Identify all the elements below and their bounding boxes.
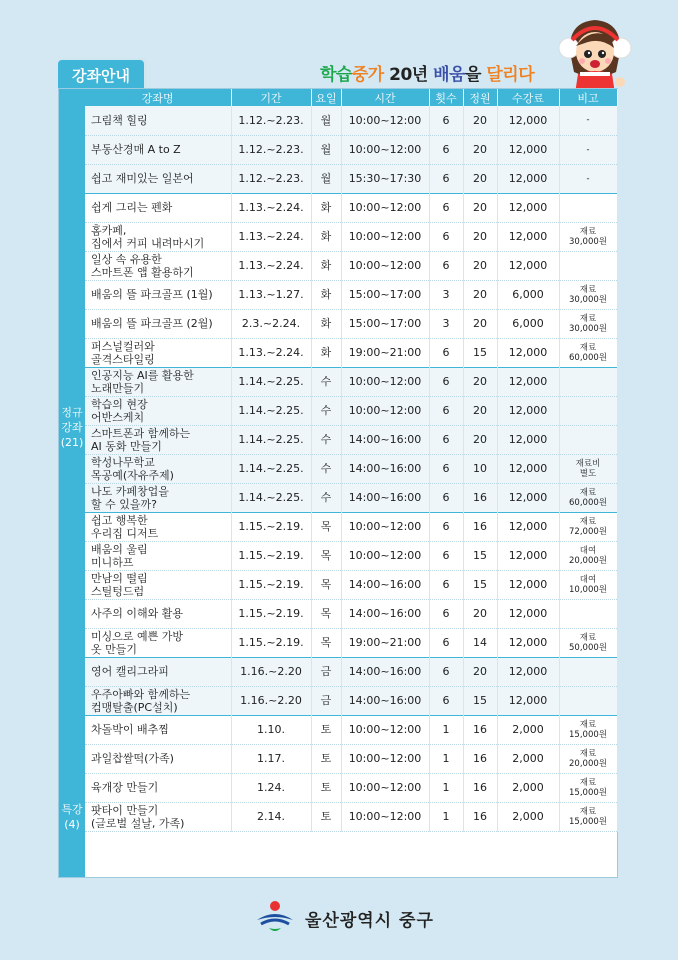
- cell-note: 대여 20,000원: [559, 541, 617, 570]
- cell-time: 10:00~12:00: [341, 367, 429, 396]
- cell-day: 금: [311, 657, 341, 686]
- header-count: 횟수: [429, 89, 463, 106]
- cell-day: 수: [311, 425, 341, 454]
- cell-fee: 2,000: [497, 773, 559, 802]
- course-table: [85, 89, 618, 832]
- cell-period: 1.15.~2.19.: [231, 599, 311, 628]
- cell-note: 재료 15,000원: [559, 802, 617, 831]
- cell-capacity: 20: [463, 251, 497, 280]
- cell-day: 목: [311, 541, 341, 570]
- cell-day: 수: [311, 483, 341, 512]
- cell-day: 월: [311, 106, 341, 135]
- cell-fee: 12,000: [497, 164, 559, 193]
- cell-count: 6: [429, 628, 463, 657]
- cell-name: 일상 속 유용한 스마트폰 앱 활용하기: [85, 251, 231, 280]
- cell-period: 1.17.: [231, 744, 311, 773]
- cell-fee: 12,000: [497, 657, 559, 686]
- cell-name: 차돌박이 배추찜: [85, 715, 231, 744]
- cell-fee: 12,000: [497, 425, 559, 454]
- cell-note: 재료 60,000원: [559, 338, 617, 367]
- cell-count: 6: [429, 367, 463, 396]
- cell-note: 재료 15,000원: [559, 715, 617, 744]
- cell-day: 토: [311, 773, 341, 802]
- table-row: [85, 715, 617, 744]
- cell-time: 15:00~17:00: [341, 280, 429, 309]
- cell-capacity: 16: [463, 744, 497, 773]
- cell-period: 1.14.~2.25.: [231, 396, 311, 425]
- cell-capacity: 15: [463, 686, 497, 715]
- cell-capacity: 16: [463, 715, 497, 744]
- cell-name: 학성나무학교 목공예(자유주제): [85, 454, 231, 483]
- cell-period: 1.16.~2.20: [231, 686, 311, 715]
- section-label-regular: 정규 강좌 (21): [60, 406, 84, 449]
- table-row: [85, 773, 617, 802]
- cell-day: 수: [311, 367, 341, 396]
- cell-time: 14:00~16:00: [341, 570, 429, 599]
- cell-name: 부동산경매 A to Z: [85, 135, 231, 164]
- table-row: [85, 657, 617, 686]
- cell-note: [559, 193, 617, 222]
- cell-capacity: 20: [463, 135, 497, 164]
- cell-note: -: [559, 164, 617, 193]
- cell-period: 1.15.~2.19.: [231, 628, 311, 657]
- cell-note: -: [559, 106, 617, 135]
- cell-day: 목: [311, 570, 341, 599]
- cell-name: 쉽고 재미있는 일본어: [85, 164, 231, 193]
- cell-note: -: [559, 135, 617, 164]
- cell-time: 15:00~17:00: [341, 309, 429, 338]
- cell-count: 6: [429, 193, 463, 222]
- table-row: [85, 338, 617, 367]
- mascot-girl-icon: [558, 12, 632, 100]
- cell-fee: 6,000: [497, 309, 559, 338]
- cell-period: 1.14.~2.25.: [231, 454, 311, 483]
- cell-capacity: 20: [463, 193, 497, 222]
- cell-time: 10:00~12:00: [341, 802, 429, 831]
- table-row: [85, 744, 617, 773]
- cell-count: 6: [429, 396, 463, 425]
- cell-count: 6: [429, 454, 463, 483]
- cell-time: 15:30~17:30: [341, 164, 429, 193]
- table-row: [85, 367, 617, 396]
- cell-time: 10:00~12:00: [341, 193, 429, 222]
- cell-name: 홈카페, 집에서 커피 내려마시기: [85, 222, 231, 251]
- cell-period: 2.14.: [231, 802, 311, 831]
- table-row: [85, 628, 617, 657]
- cell-count: 1: [429, 773, 463, 802]
- cell-name: 미싱으로 예쁜 가방 옷 만들기: [85, 628, 231, 657]
- cell-period: 1.24.: [231, 773, 311, 802]
- cell-name: 그림책 힐링: [85, 106, 231, 135]
- slogan: 학습중가 20년 배움을 달리다: [320, 65, 535, 85]
- section-tab-course-guide: 강좌안내: [58, 60, 144, 90]
- cell-fee: 2,000: [497, 715, 559, 744]
- table-row: [85, 106, 617, 135]
- cell-capacity: 20: [463, 222, 497, 251]
- cell-count: 6: [429, 541, 463, 570]
- cell-capacity: 16: [463, 773, 497, 802]
- cell-note: 대여 10,000원: [559, 570, 617, 599]
- cell-note: [559, 251, 617, 280]
- cell-time: 10:00~12:00: [341, 222, 429, 251]
- cell-capacity: 20: [463, 280, 497, 309]
- cell-note: [559, 599, 617, 628]
- cell-count: 6: [429, 599, 463, 628]
- cell-count: 6: [429, 106, 463, 135]
- table-row: [85, 135, 617, 164]
- cell-period: 1.12.~2.23.: [231, 135, 311, 164]
- cell-period: 1.13.~2.24.: [231, 193, 311, 222]
- cell-capacity: 20: [463, 367, 497, 396]
- cell-day: 화: [311, 338, 341, 367]
- cell-capacity: 20: [463, 309, 497, 338]
- cell-note: [559, 657, 617, 686]
- cell-fee: 12,000: [497, 483, 559, 512]
- cell-period: 2.3.~2.24.: [231, 309, 311, 338]
- cell-count: 6: [429, 135, 463, 164]
- footer-org-name: 울산광역시 중구: [305, 911, 434, 931]
- cell-day: 토: [311, 715, 341, 744]
- cell-name: 배움의 뜰 파크골프 (1월): [85, 280, 231, 309]
- cell-count: 6: [429, 686, 463, 715]
- cell-capacity: 16: [463, 512, 497, 541]
- cell-note: 재료 50,000원: [559, 628, 617, 657]
- cell-count: 3: [429, 280, 463, 309]
- cell-fee: 12,000: [497, 686, 559, 715]
- table-row: [85, 541, 617, 570]
- cell-name: 배움의 뜰 파크골프 (2월): [85, 309, 231, 338]
- cell-time: 14:00~16:00: [341, 599, 429, 628]
- cell-time: 10:00~12:00: [341, 396, 429, 425]
- cell-fee: 12,000: [497, 628, 559, 657]
- cell-fee: 12,000: [497, 454, 559, 483]
- cell-name: 과일찹쌀떡(가족): [85, 744, 231, 773]
- cell-time: 10:00~12:00: [341, 251, 429, 280]
- table-row: [85, 309, 617, 338]
- table-row: [85, 193, 617, 222]
- cell-period: 1.16.~2.20: [231, 657, 311, 686]
- cell-name: 인공지능 AI를 활용한 노래만들기: [85, 367, 231, 396]
- table-row: [85, 251, 617, 280]
- cell-capacity: 15: [463, 541, 497, 570]
- cell-name: 팟타이 만들기 (글로벌 설날, 가족): [85, 802, 231, 831]
- header-day: 요일: [311, 89, 341, 106]
- section-sidebar: [59, 89, 85, 877]
- cell-count: 6: [429, 570, 463, 599]
- cell-fee: 12,000: [497, 570, 559, 599]
- cell-count: 1: [429, 715, 463, 744]
- cell-fee: 12,000: [497, 541, 559, 570]
- cell-count: 6: [429, 251, 463, 280]
- cell-time: 10:00~12:00: [341, 715, 429, 744]
- cell-day: 수: [311, 396, 341, 425]
- course-table-card: [58, 88, 618, 878]
- cell-capacity: 15: [463, 338, 497, 367]
- cell-capacity: 16: [463, 802, 497, 831]
- header-time: 시간: [341, 89, 429, 106]
- cell-fee: 12,000: [497, 135, 559, 164]
- cell-day: 월: [311, 135, 341, 164]
- cell-fee: 12,000: [497, 251, 559, 280]
- cell-note: 재료비 별도: [559, 454, 617, 483]
- cell-note: 재료 30,000원: [559, 309, 617, 338]
- cell-time: 19:00~21:00: [341, 338, 429, 367]
- cell-fee: 12,000: [497, 512, 559, 541]
- cell-count: 6: [429, 164, 463, 193]
- table-row: [85, 570, 617, 599]
- cell-time: 10:00~12:00: [341, 106, 429, 135]
- cell-period: 1.15.~2.19.: [231, 570, 311, 599]
- table-row: [85, 396, 617, 425]
- cell-day: 목: [311, 628, 341, 657]
- cell-name: 배움의 울림 미니하프: [85, 541, 231, 570]
- table-row: [85, 454, 617, 483]
- cell-note: 재료 15,000원: [559, 773, 617, 802]
- cell-capacity: 20: [463, 657, 497, 686]
- cell-period: 1.12.~2.23.: [231, 106, 311, 135]
- cell-fee: 12,000: [497, 222, 559, 251]
- cell-day: 목: [311, 599, 341, 628]
- cell-capacity: 20: [463, 425, 497, 454]
- header-course-name: 강좌명: [85, 89, 231, 106]
- cell-period: 1.14.~2.25.: [231, 367, 311, 396]
- cell-time: 10:00~12:00: [341, 773, 429, 802]
- section-label-special: 특강 (4): [61, 803, 83, 831]
- cell-period: 1.15.~2.19.: [231, 512, 311, 541]
- cell-day: 화: [311, 251, 341, 280]
- cell-name: 쉽게 그리는 펜화: [85, 193, 231, 222]
- cell-name: 만남의 떨림 스틸텅드럼: [85, 570, 231, 599]
- cell-time: 14:00~16:00: [341, 657, 429, 686]
- cell-count: 6: [429, 338, 463, 367]
- header-capacity: 정원: [463, 89, 497, 106]
- cell-capacity: 14: [463, 628, 497, 657]
- cell-time: 14:00~16:00: [341, 686, 429, 715]
- cell-time: 10:00~12:00: [341, 541, 429, 570]
- cell-count: 1: [429, 744, 463, 773]
- cell-count: 6: [429, 425, 463, 454]
- table-row: [85, 222, 617, 251]
- cell-period: 1.15.~2.19.: [231, 541, 311, 570]
- cell-name: 스마트폰과 함께하는 AI 동화 만들기: [85, 425, 231, 454]
- cell-name: 퍼스널컬러와 골격스타일링: [85, 338, 231, 367]
- cell-fee: 2,000: [497, 802, 559, 831]
- cell-fee: 12,000: [497, 599, 559, 628]
- cell-name: 우주아빠와 함께하는 컴맹탈출(PC설치): [85, 686, 231, 715]
- cell-fee: 6,000: [497, 280, 559, 309]
- cell-note: 재료 72,000원: [559, 512, 617, 541]
- cell-day: 토: [311, 744, 341, 773]
- cell-count: 6: [429, 222, 463, 251]
- cell-day: 목: [311, 512, 341, 541]
- cell-day: 화: [311, 309, 341, 338]
- cell-note: [559, 367, 617, 396]
- cell-fee: 12,000: [497, 338, 559, 367]
- cell-time: 14:00~16:00: [341, 425, 429, 454]
- cell-day: 화: [311, 222, 341, 251]
- cell-fee: 12,000: [497, 367, 559, 396]
- cell-fee: 12,000: [497, 106, 559, 135]
- cell-capacity: 20: [463, 106, 497, 135]
- cell-capacity: 15: [463, 570, 497, 599]
- table-row: [85, 425, 617, 454]
- cell-period: 1.14.~2.25.: [231, 425, 311, 454]
- cell-name: 사주의 이해와 활용: [85, 599, 231, 628]
- cell-count: 6: [429, 483, 463, 512]
- cell-period: 1.14.~2.25.: [231, 483, 311, 512]
- cell-day: 월: [311, 164, 341, 193]
- cell-name: 영어 캘리그라피: [85, 657, 231, 686]
- cell-time: 10:00~12:00: [341, 512, 429, 541]
- table-row: [85, 483, 617, 512]
- cell-count: 1: [429, 802, 463, 831]
- cell-count: 3: [429, 309, 463, 338]
- header-note: 비고: [559, 89, 617, 106]
- cell-period: 1.13.~2.24.: [231, 222, 311, 251]
- cell-capacity: 20: [463, 396, 497, 425]
- cell-note: [559, 686, 617, 715]
- cell-day: 화: [311, 280, 341, 309]
- cell-note: 재료 20,000원: [559, 744, 617, 773]
- cell-name: 나도 카페창업을 할 수 있을까?: [85, 483, 231, 512]
- cell-name: 쉽고 행복한 우리집 디저트: [85, 512, 231, 541]
- cell-note: [559, 425, 617, 454]
- cell-capacity: 16: [463, 483, 497, 512]
- cell-capacity: 10: [463, 454, 497, 483]
- cell-period: 1.13.~2.24.: [231, 338, 311, 367]
- cell-time: 10:00~12:00: [341, 135, 429, 164]
- taegeuk-emblem-icon: [255, 900, 295, 936]
- cell-period: 1.13.~1.27.: [231, 280, 311, 309]
- header-fee: 수강료: [497, 89, 559, 106]
- cell-note: 재료 30,000원: [559, 222, 617, 251]
- cell-capacity: 20: [463, 599, 497, 628]
- cell-fee: 12,000: [497, 193, 559, 222]
- cell-day: 토: [311, 802, 341, 831]
- cell-day: 화: [311, 193, 341, 222]
- cell-day: 수: [311, 454, 341, 483]
- table-row: [85, 686, 617, 715]
- table-header-row: [85, 89, 617, 106]
- cell-capacity: 20: [463, 164, 497, 193]
- cell-note: [559, 396, 617, 425]
- cell-count: 6: [429, 657, 463, 686]
- table-row: [85, 280, 617, 309]
- table-row: [85, 512, 617, 541]
- table-row: [85, 164, 617, 193]
- cell-name: 육개장 만들기: [85, 773, 231, 802]
- cell-time: 14:00~16:00: [341, 483, 429, 512]
- cell-fee: 12,000: [497, 396, 559, 425]
- cell-period: 1.12.~2.23.: [231, 164, 311, 193]
- cell-fee: 2,000: [497, 744, 559, 773]
- cell-note: 재료 30,000원: [559, 280, 617, 309]
- cell-time: 14:00~16:00: [341, 454, 429, 483]
- cell-name: 학습의 현장 어반스케치: [85, 396, 231, 425]
- cell-day: 금: [311, 686, 341, 715]
- cell-period: 1.13.~2.24.: [231, 251, 311, 280]
- table-row: [85, 802, 617, 831]
- cell-time: 19:00~21:00: [341, 628, 429, 657]
- cell-time: 10:00~12:00: [341, 744, 429, 773]
- cell-period: 1.10.: [231, 715, 311, 744]
- cell-note: 재료 60,000원: [559, 483, 617, 512]
- table-row: [85, 599, 617, 628]
- header-period: 기간: [231, 89, 311, 106]
- cell-count: 6: [429, 512, 463, 541]
